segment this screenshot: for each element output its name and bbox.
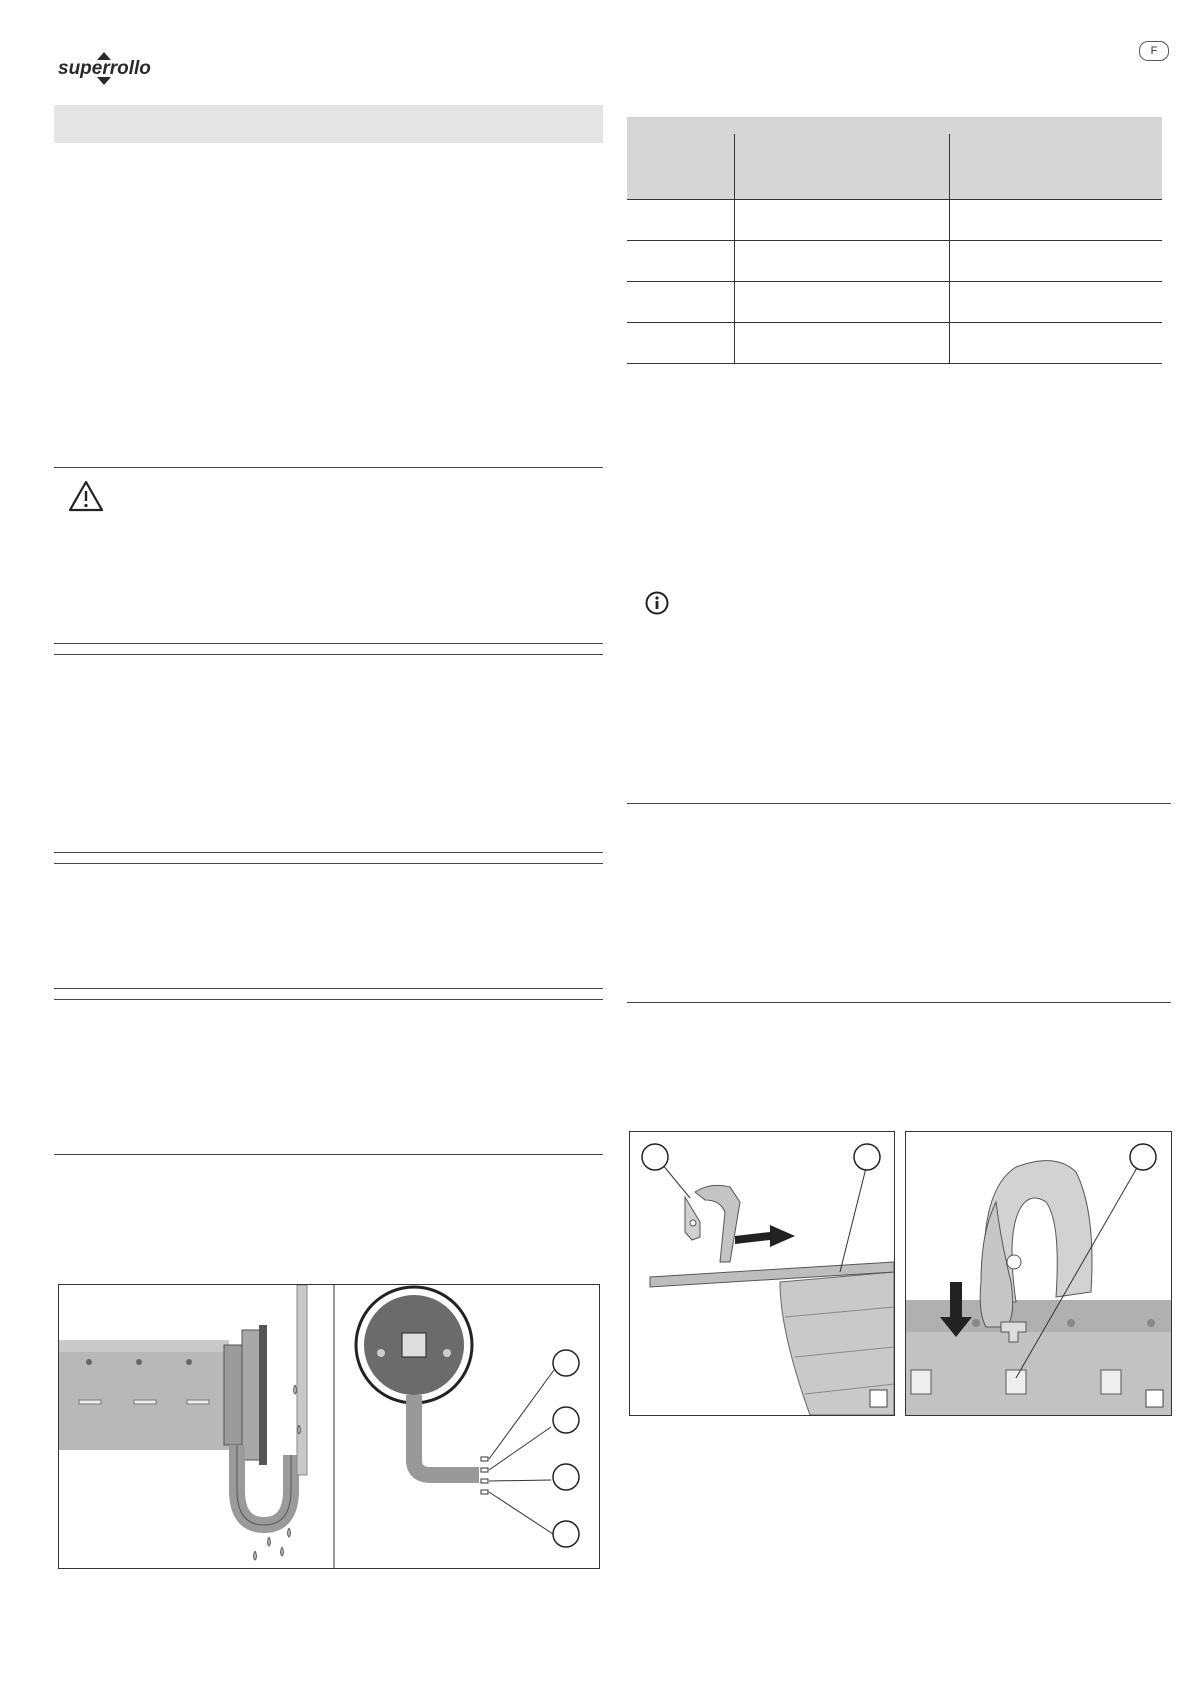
divider (54, 863, 603, 864)
table-header-row (627, 117, 1162, 199)
table-row-divider (627, 363, 1162, 364)
table-column-divider (949, 134, 950, 363)
figure-hanger-lock (905, 1131, 1172, 1416)
divider (627, 803, 1171, 804)
table-row-divider (627, 199, 1162, 200)
info-circle-icon (645, 591, 669, 615)
section-heading-band (54, 105, 603, 143)
divider (54, 1154, 603, 1155)
table-row-divider (627, 281, 1162, 282)
divider (54, 999, 603, 1000)
spec-table (627, 117, 1162, 363)
brand-logo (56, 50, 156, 90)
divider (54, 852, 603, 853)
divider (54, 467, 603, 468)
table-row-divider (627, 322, 1162, 323)
divider (54, 988, 603, 989)
table-row-divider (627, 240, 1162, 241)
divider (627, 1002, 1171, 1003)
figure-motor-cable (58, 1284, 600, 1569)
language-badge: F (1139, 41, 1169, 61)
figure-hanger-insert (629, 1131, 895, 1416)
divider (54, 643, 603, 644)
brand-logo-text: superrollo (58, 58, 151, 79)
warning-triangle-icon (68, 480, 104, 512)
table-column-divider (734, 134, 735, 363)
divider (54, 654, 603, 655)
